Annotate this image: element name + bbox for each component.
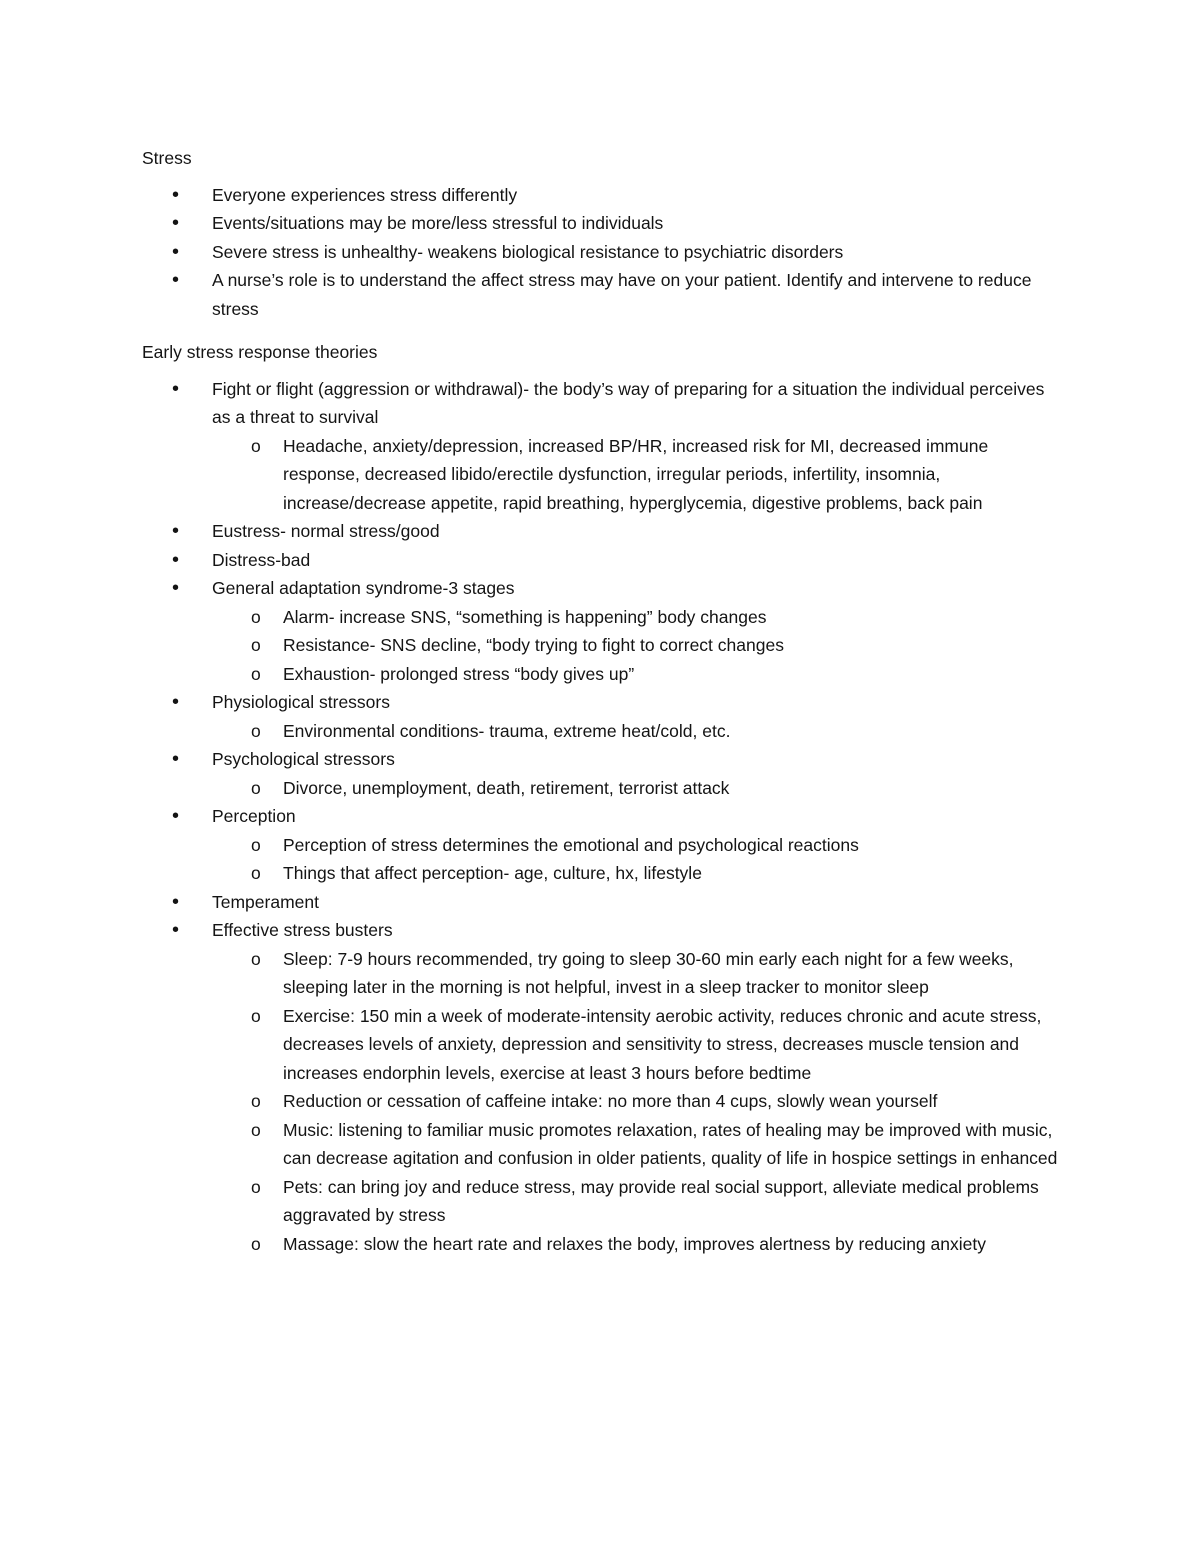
sub-bullet-list [212, 603, 1060, 689]
list-item [142, 209, 1060, 238]
list-item-text: Eustress- normal stress/good [212, 521, 440, 541]
list-item-text: Everyone experiences stress differently [212, 184, 518, 205]
list-item [142, 181, 1060, 210]
list-item [142, 238, 1060, 267]
sub-bullet-icon: o [251, 863, 261, 883]
list-item-text: Fight or flight (aggression or withdrawal)- the body’s way of preparing for a situation the individual perceives as a threat to survival [212, 378, 1045, 427]
sub-bullet-icon: o [251, 1119, 261, 1140]
list-item-text: Psychological stressors [212, 749, 395, 769]
sub-list-item-text: Divorce, unemployment, death, retirement, terrorist attack [283, 777, 730, 798]
list-item-text: Effective stress busters [212, 920, 393, 940]
sub-bullet-icon: o [251, 663, 261, 684]
sub-bullet-icon: o [251, 435, 261, 456]
list-item [142, 517, 1060, 546]
sub-list-item-text: Headache, anxiety/depression, increased BP/HR, increased risk for MI, decreased immune response, decreased libido/erectile dysfunction, irregular periods, infertility, insomnia, increase/decrease appetite, rapid breathing, hyperglycemia, digestive problems, back pain [283, 435, 989, 513]
sub-list-item-text: Reduction or cessation of caffeine intake: no more than 4 cups, slowly wean yourself [283, 1091, 938, 1111]
list-item-text: Severe stress is unhealthy- weakens biological resistance to psychiatric disorders [212, 241, 844, 262]
list-item-text: Distress-bad [212, 549, 311, 570]
list-item [142, 916, 1060, 1258]
bullet-icon: • [172, 240, 180, 263]
bullet-icon: • [172, 377, 180, 400]
list-item [142, 802, 1060, 888]
bullet-icon: • [172, 691, 180, 713]
bullet-icon: • [172, 919, 180, 941]
sub-list-item-text: Massage: slow the heart rate and relaxes the body, improves alertness by reducing anxiety [283, 1233, 986, 1254]
sub-list-item [212, 1116, 1060, 1173]
section-heading: Stress [142, 148, 192, 168]
list-item-text: Temperament [212, 891, 319, 912]
sub-list-item [212, 432, 1060, 518]
sub-list-item [212, 1173, 1060, 1230]
sub-list-item [212, 603, 1060, 632]
bullet-list [142, 181, 1060, 324]
sub-list-item [212, 1002, 1060, 1088]
sub-bullet-icon: o [251, 720, 261, 741]
bullet-icon: • [172, 890, 180, 913]
bullet-icon: • [172, 520, 180, 542]
sub-bullet-list [212, 831, 1060, 888]
sub-bullet-list [212, 945, 1060, 1259]
document-body [142, 144, 1060, 1258]
list-item-text: Perception [212, 806, 296, 826]
list-item-text: Events/situations may be more/less stressful to individuals [212, 213, 664, 233]
sub-bullet-icon: o [251, 1176, 261, 1197]
bullet-icon: • [172, 805, 180, 827]
list-item-text: Physiological stressors [212, 692, 390, 712]
list-item [142, 574, 1060, 688]
sub-bullet-list [212, 774, 1060, 803]
sub-list-item-text: Exhaustion- prolonged stress “body gives up” [283, 663, 635, 684]
sub-list-item-text: Resistance- SNS decline, “body trying to fight to correct changes [283, 635, 784, 655]
sub-bullet-list [212, 717, 1060, 746]
list-item [142, 375, 1060, 518]
bullet-icon: • [172, 548, 180, 571]
list-item [142, 745, 1060, 802]
list-item [142, 546, 1060, 575]
sub-list-item-text: Alarm- increase SNS, “something is happening” body changes [283, 606, 767, 627]
list-item [142, 266, 1060, 323]
sub-bullet-icon: o [251, 1233, 261, 1254]
section-heading: Early stress response theories [142, 342, 378, 362]
sub-list-item [212, 774, 1060, 803]
sub-list-item [212, 1087, 1060, 1116]
sub-list-item [212, 1230, 1060, 1259]
sub-bullet-icon: o [251, 777, 261, 798]
sub-list-item-text: Pets: can bring joy and reduce stress, may provide real social support, alleviate medical problems aggravated by stress [283, 1176, 1039, 1225]
list-item [142, 888, 1060, 917]
bullet-icon: • [172, 577, 180, 599]
sub-list-item [212, 859, 1060, 888]
sub-bullet-icon: o [251, 1091, 261, 1111]
list-item [142, 688, 1060, 745]
sub-bullet-icon: o [251, 606, 261, 627]
sub-list-item-text: Exercise: 150 min a week of moderate-intensity aerobic activity, reduces chronic and acute stress, decreases levels of anxiety, depression and sensitivity to stress, decreases muscle tension and increases endorphin levels, exercise at least 3 hours before bedtime [283, 1005, 1042, 1083]
sub-list-item [212, 660, 1060, 689]
sub-bullet-list [212, 432, 1060, 518]
bullet-icon: • [172, 748, 180, 770]
sub-list-item-text: Music: listening to familiar music promotes relaxation, rates of healing may be improved with music, can decrease agitation and confusion in older patients, quality of life in hospice settings in enhanced [283, 1119, 1058, 1168]
section-gap [142, 323, 1060, 338]
sub-list-item [212, 717, 1060, 746]
bullet-icon: • [172, 183, 180, 206]
sub-list-item [212, 945, 1060, 1002]
sub-bullet-icon: o [251, 635, 261, 655]
sub-list-item [212, 631, 1060, 660]
sub-list-item [212, 831, 1060, 860]
bullet-icon: • [172, 269, 180, 291]
sub-list-item-text: Sleep: 7-9 hours recommended, try going to sleep 30-60 min early each night for a few weeks, sleeping later in the morning is not helpful, invest in a sleep tracker to monitor sleep [283, 948, 1014, 997]
sub-bullet-icon: o [251, 834, 261, 855]
sub-bullet-icon: o [251, 948, 261, 969]
sub-bullet-icon: o [251, 1005, 261, 1026]
list-item-text: A nurse’s role is to understand the affect stress may have on your patient. Identify and intervene to reduce stress [212, 270, 1032, 319]
sub-list-item-text: Perception of stress determines the emotional and psychological reactions [283, 834, 859, 855]
bullet-list [142, 375, 1060, 1259]
bullet-icon: • [172, 212, 180, 234]
list-item-text: General adaptation syndrome-3 stages [212, 578, 515, 598]
sub-list-item-text: Environmental conditions- trauma, extreme heat/cold, etc. [283, 720, 731, 741]
sub-list-item-text: Things that affect perception- age, culture, hx, lifestyle [283, 863, 702, 883]
